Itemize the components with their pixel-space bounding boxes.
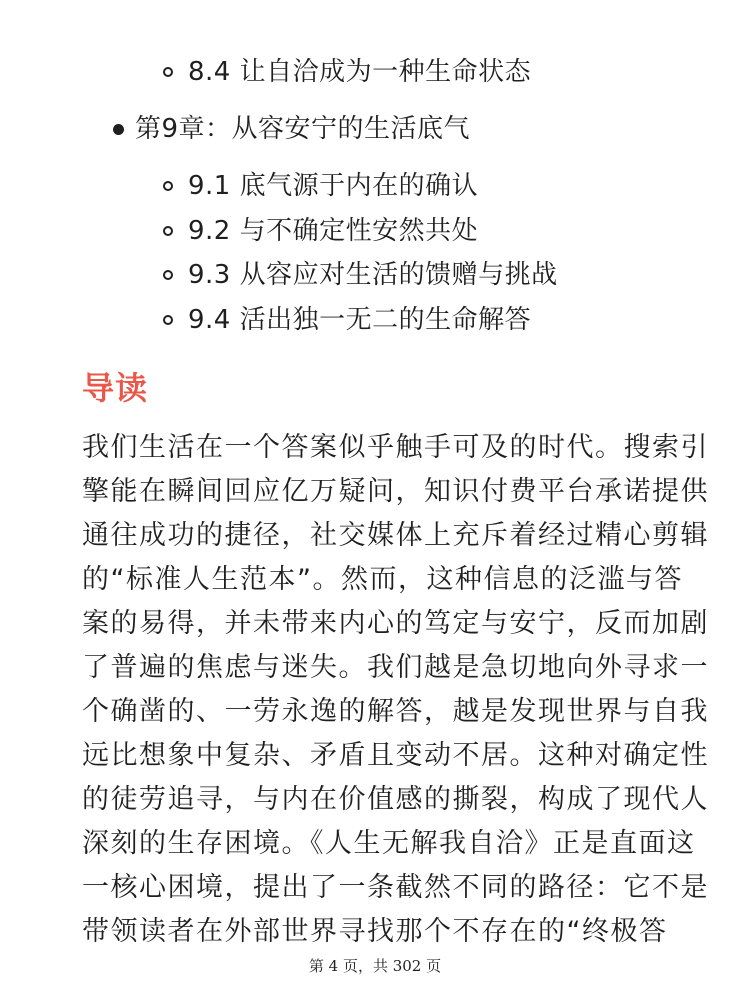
hollow-bullet-icon (163, 181, 173, 191)
hollow-bullet-icon (163, 270, 173, 280)
toc-item-9-1: 9.1 底气源于内在的确认 (188, 171, 479, 201)
hollow-bullet-icon (163, 315, 173, 325)
paragraph-line: 远比想象中复杂、矛盾且变动不居。这种对确定性 (82, 740, 709, 771)
paragraph-line: 深刻的生存困境。《人生无解我自洽》正是直面这 (82, 828, 696, 859)
paragraph-line: 案的易得，并未带来内心的笃定与安宁，反而加剧 (82, 608, 709, 639)
toc-chapter-9: 第9章：从容安宁的生活底气 (135, 114, 471, 144)
paragraph-line: 个确凿的、一劳永逸的解答，越是发现世界与自我 (82, 696, 709, 727)
toc-item-9-2: 9.2 与不确定性安然共处 (188, 216, 479, 246)
hollow-bullet-icon (163, 226, 173, 236)
page-number-footer: 第 4 页，共 302 页 (308, 957, 442, 975)
paragraph-line: 擎能在瞬间回应亿万疑问，知识付费平台承诺提供 (82, 476, 709, 507)
toc-item-8-4: 8.4 让自洽成为一种生命状态 (188, 57, 532, 87)
hollow-bullet-icon (163, 67, 173, 77)
paragraph-line: 带领读者在外部世界寻找那个不存在的“终极答 (82, 916, 668, 947)
paragraph-line: 通往成功的捷径，社交媒体上充斥着经过精心剪辑 (82, 520, 709, 551)
paragraph-line: 我们生活在一个答案似乎触手可及的时代。搜索引 (82, 432, 709, 463)
toc-item-9-3: 9.3 从容应对生活的馈赠与挑战 (188, 260, 558, 290)
paragraph-line: 了普遍的焦虑与迷失。我们越是急切地向外寻求一 (82, 652, 709, 683)
paragraph-line: 的“标准人生范本”。然而，这种信息的泛滥与答 (82, 564, 683, 595)
toc-item-9-4: 9.4 活出独一无二的生命解答 (188, 305, 532, 335)
paragraph-line: 一核心困境，提出了一条截然不同的路径：它不是 (82, 872, 709, 903)
section-heading: 导读 (82, 369, 149, 407)
paragraph-line: 的徒劳追寻，与内在价值感的撕裂，构成了现代人 (82, 784, 709, 815)
solid-bullet-icon (113, 124, 124, 135)
